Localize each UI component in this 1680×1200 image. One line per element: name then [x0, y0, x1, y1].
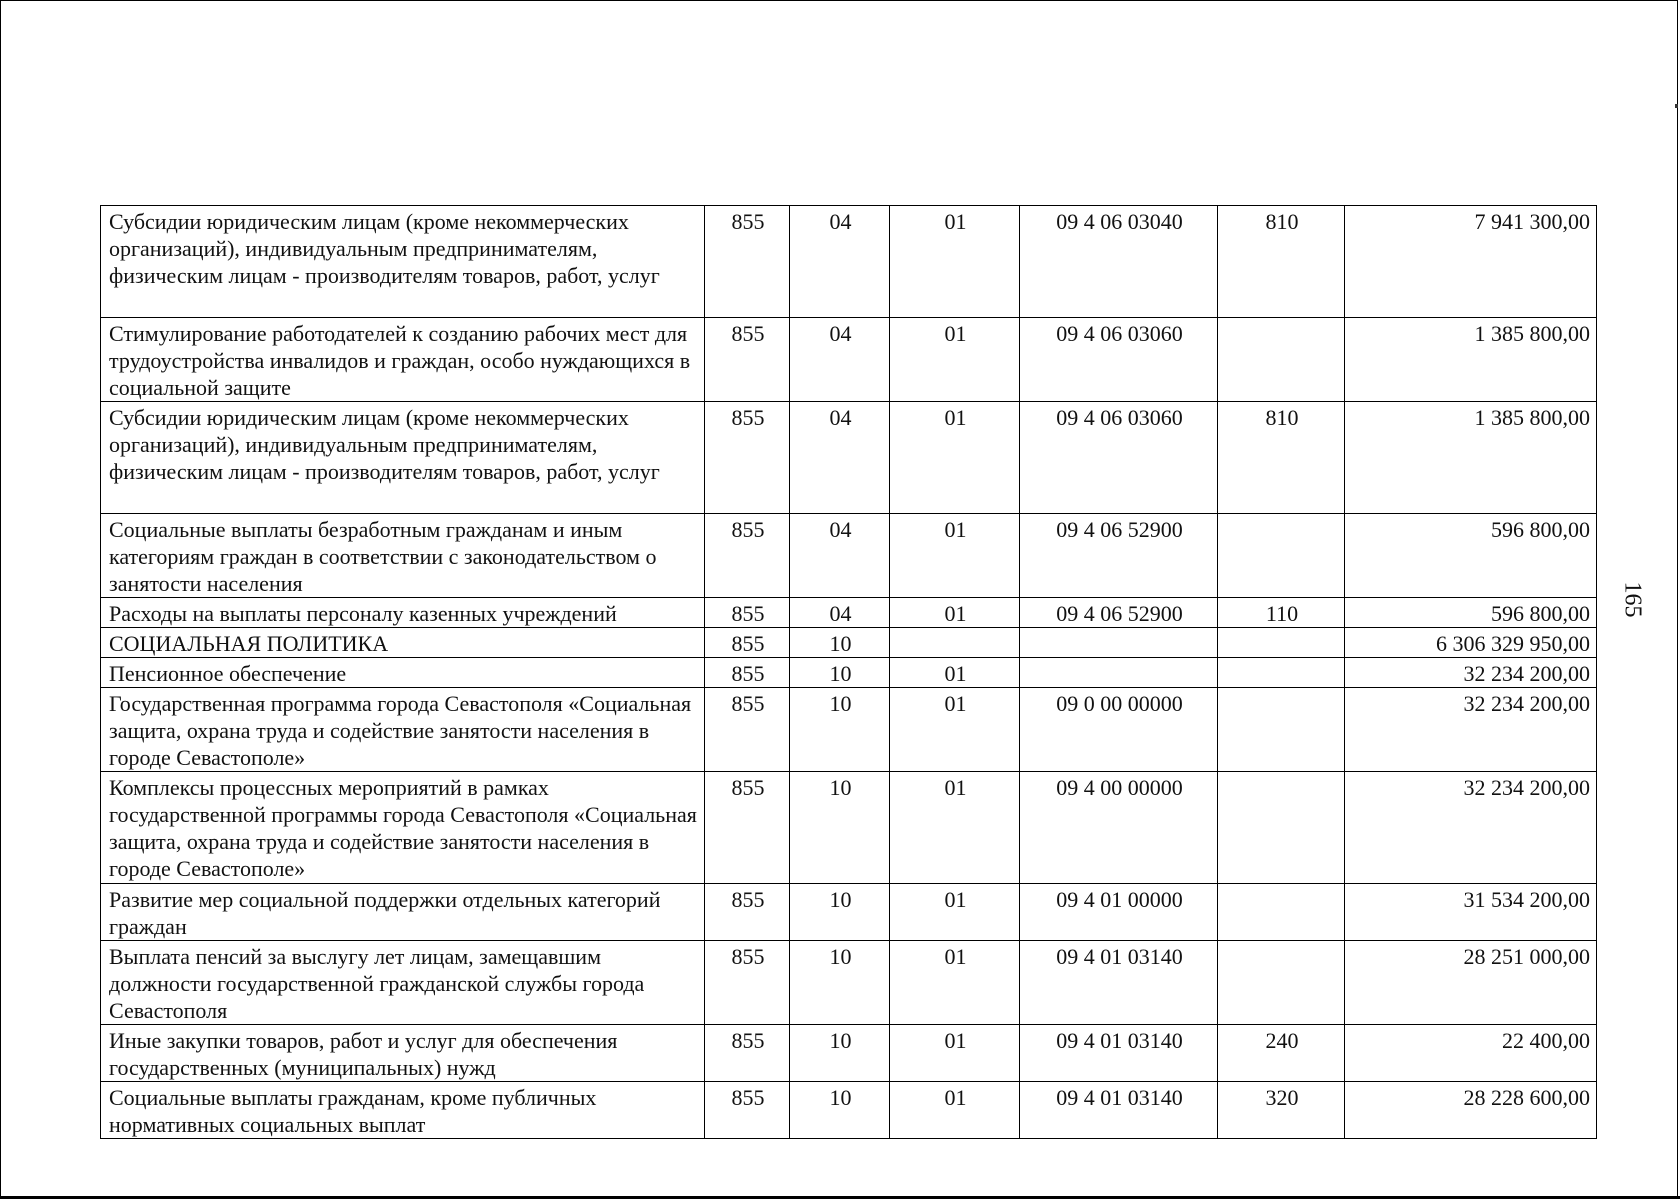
table-row	[101, 941, 1597, 1025]
cell-amount: 1 385 800,00	[1345, 402, 1597, 514]
cell-expense-type	[1218, 688, 1345, 772]
cell-target-article: 09 4 06 52900	[1020, 514, 1218, 598]
cell-expense-type	[1218, 658, 1345, 688]
cell-grbs-code: 855	[705, 318, 790, 402]
cell-amount: 6 306 329 950,00	[1345, 628, 1597, 658]
cell-subsection-code: 01	[890, 402, 1020, 514]
cell-target-article: 09 4 06 03060	[1020, 402, 1218, 514]
cell-expense-type	[1218, 628, 1345, 658]
budget-table-body	[101, 206, 1597, 1139]
table-row	[101, 402, 1597, 514]
cell-name: Иные закупки товаров, работ и услуг для обеспечения государственных (муниципальных) нужд	[101, 1025, 705, 1082]
cell-name: Комплексы процессных мероприятий в рамках государственной программы города Севастополя «Социальная защита, охрана труда и содействие занятости населения в городе Севастополе»	[101, 772, 705, 884]
cell-grbs-code: 855	[705, 941, 790, 1025]
cell-amount: 28 251 000,00	[1345, 941, 1597, 1025]
cell-section-code: 04	[790, 402, 890, 514]
cell-expense-type	[1218, 318, 1345, 402]
cell-name: СОЦИАЛЬНАЯ ПОЛИТИКА	[101, 628, 705, 658]
cell-expense-type	[1218, 772, 1345, 884]
table-row	[101, 628, 1597, 658]
cell-subsection-code: 01	[890, 658, 1020, 688]
cell-section-code: 10	[790, 1025, 890, 1082]
table-row	[101, 772, 1597, 884]
cell-subsection-code: 01	[890, 1025, 1020, 1082]
cell-grbs-code: 855	[705, 1082, 790, 1139]
cell-name: Расходы на выплаты персоналу казенных учреждений	[101, 598, 705, 628]
cell-subsection-code: 01	[890, 318, 1020, 402]
cell-grbs-code: 855	[705, 402, 790, 514]
cell-amount: 32 234 200,00	[1345, 688, 1597, 772]
cell-name: Государственная программа города Севастополя «Социальная защита, охрана труда и содействие занятости населения в городе Севастополе»	[101, 688, 705, 772]
cell-name: Социальные выплаты безработным гражданам и иным категориям граждан в соответствии с законодательством о занятости населения	[101, 514, 705, 598]
cell-expense-type: 810	[1218, 402, 1345, 514]
cell-amount: 1 385 800,00	[1345, 318, 1597, 402]
table-row	[101, 598, 1597, 628]
cell-amount: 22 400,00	[1345, 1025, 1597, 1082]
cell-grbs-code: 855	[705, 628, 790, 658]
table-row	[101, 658, 1597, 688]
cell-target-article	[1020, 658, 1218, 688]
table-row	[101, 318, 1597, 402]
cell-section-code: 10	[790, 658, 890, 688]
cell-target-article: 09 4 01 03140	[1020, 1082, 1218, 1139]
cell-target-article: 09 4 01 00000	[1020, 884, 1218, 941]
cell-section-code: 04	[790, 318, 890, 402]
cell-name: Пенсионное обеспечение	[101, 658, 705, 688]
cell-subsection-code: 01	[890, 1082, 1020, 1139]
cell-grbs-code: 855	[705, 206, 790, 318]
cell-expense-type: 810	[1218, 206, 1345, 318]
cell-name: Социальные выплаты гражданам, кроме публичных нормативных социальных выплат	[101, 1082, 705, 1139]
cell-grbs-code: 855	[705, 884, 790, 941]
cell-subsection-code: 01	[890, 884, 1020, 941]
page-number: 165	[1619, 581, 1646, 618]
cell-grbs-code: 855	[705, 658, 790, 688]
cell-target-article: 09 4 00 00000	[1020, 772, 1218, 884]
cell-target-article: 09 4 01 03140	[1020, 1025, 1218, 1082]
cell-target-article: 09 4 06 03040	[1020, 206, 1218, 318]
cell-subsection-code: 01	[890, 941, 1020, 1025]
cell-section-code: 10	[790, 941, 890, 1025]
table-row	[101, 1025, 1597, 1082]
cell-subsection-code: 01	[890, 688, 1020, 772]
cell-grbs-code: 855	[705, 514, 790, 598]
cell-target-article: 09 4 06 03060	[1020, 318, 1218, 402]
cell-subsection-code: 01	[890, 514, 1020, 598]
cell-section-code: 10	[790, 1082, 890, 1139]
table-row	[101, 206, 1597, 318]
cell-section-code: 04	[790, 598, 890, 628]
page-bottom-edge	[0, 1196, 1680, 1199]
cell-section-code: 10	[790, 772, 890, 884]
budget-table	[100, 205, 1597, 1139]
cell-target-article: 09 4 06 52900	[1020, 598, 1218, 628]
cell-amount: 596 800,00	[1345, 598, 1597, 628]
cell-section-code: 04	[790, 206, 890, 318]
cell-amount: 28 228 600,00	[1345, 1082, 1597, 1139]
cell-name: Выплата пенсий за выслугу лет лицам, замещавшим должности государственной гражданской службы города Севастополя	[101, 941, 705, 1025]
cell-name: Субсидии юридическим лицам (кроме некоммерческих организаций), индивидуальным предпринимателям, физическим лицам - производителям товаров, работ, услуг	[101, 402, 705, 514]
cell-expense-type	[1218, 941, 1345, 1025]
cell-name: Развитие мер социальной поддержки отдельных категорий граждан	[101, 884, 705, 941]
cell-subsection-code	[890, 628, 1020, 658]
cell-expense-type: 240	[1218, 1025, 1345, 1082]
cell-grbs-code: 855	[705, 598, 790, 628]
cell-amount: 32 234 200,00	[1345, 658, 1597, 688]
cell-subsection-code: 01	[890, 598, 1020, 628]
cell-section-code: 10	[790, 628, 890, 658]
cell-expense-type: 110	[1218, 598, 1345, 628]
table-row	[101, 884, 1597, 941]
cell-name: Субсидии юридическим лицам (кроме некоммерческих организаций), индивидуальным предпринимателям, физическим лицам - производителям товаров, работ, услуг	[101, 206, 705, 318]
cell-target-article	[1020, 628, 1218, 658]
cell-target-article: 09 4 01 03140	[1020, 941, 1218, 1025]
cell-expense-type	[1218, 884, 1345, 941]
scan-edge-mark	[1675, 104, 1678, 108]
cell-section-code: 10	[790, 688, 890, 772]
cell-grbs-code: 855	[705, 688, 790, 772]
table-row	[101, 1082, 1597, 1139]
cell-section-code: 10	[790, 884, 890, 941]
cell-amount: 7 941 300,00	[1345, 206, 1597, 318]
cell-amount: 596 800,00	[1345, 514, 1597, 598]
cell-expense-type	[1218, 514, 1345, 598]
cell-name: Стимулирование работодателей к созданию рабочих мест для трудоустройства инвалидов и граждан, особо нуждающихся в социальной защите	[101, 318, 705, 402]
cell-target-article: 09 0 00 00000	[1020, 688, 1218, 772]
cell-grbs-code: 855	[705, 1025, 790, 1082]
cell-section-code: 04	[790, 514, 890, 598]
cell-subsection-code: 01	[890, 206, 1020, 318]
cell-subsection-code: 01	[890, 772, 1020, 884]
table-row	[101, 688, 1597, 772]
cell-amount: 32 234 200,00	[1345, 772, 1597, 884]
cell-amount: 31 534 200,00	[1345, 884, 1597, 941]
table-row	[101, 514, 1597, 598]
cell-grbs-code: 855	[705, 772, 790, 884]
cell-expense-type: 320	[1218, 1082, 1345, 1139]
